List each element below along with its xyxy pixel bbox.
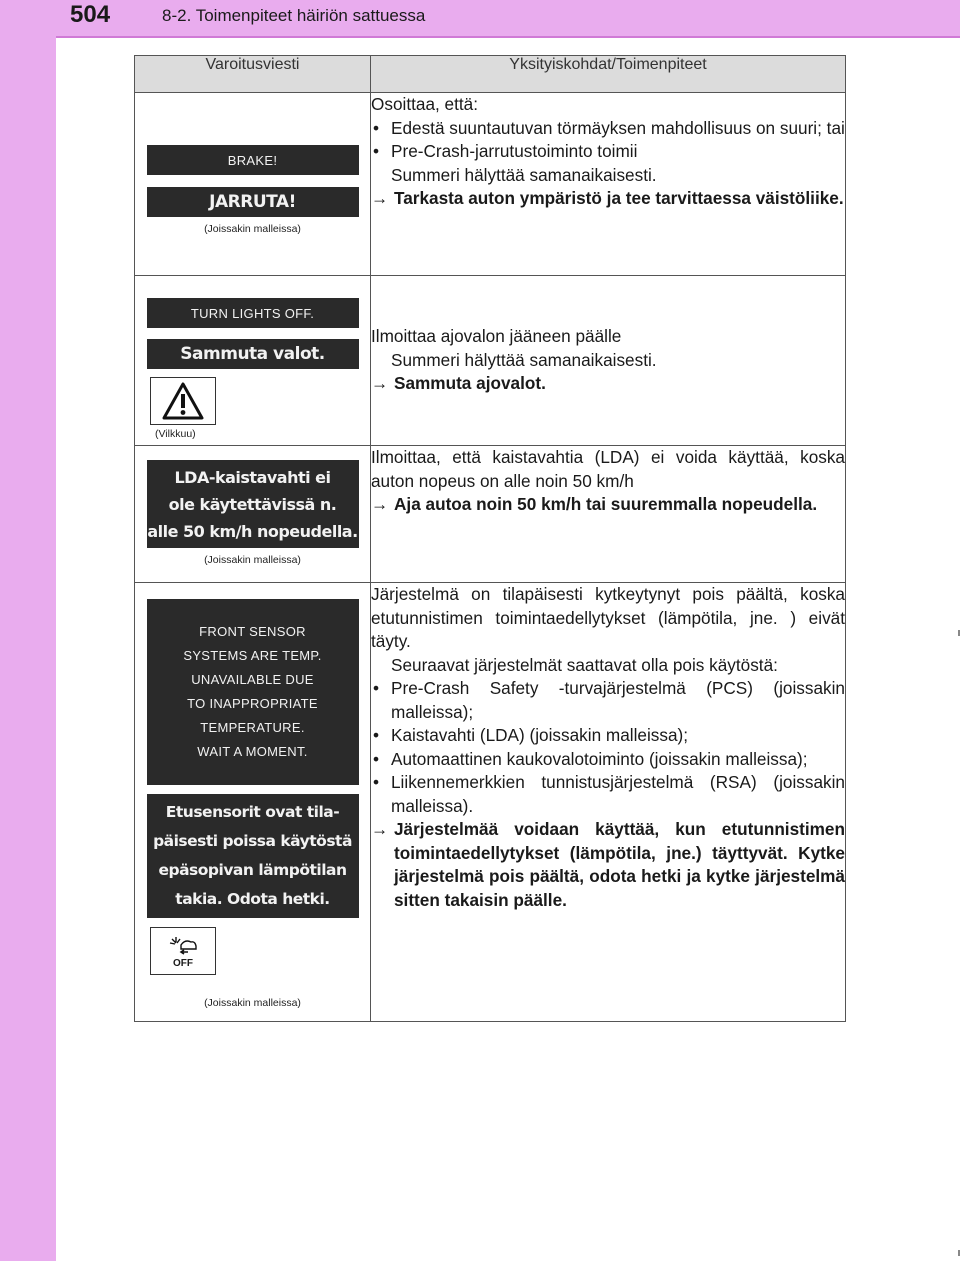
arrow-icon: → [371, 188, 389, 208]
sub-text: Summeri hälyttää samanaikaisesti. [391, 164, 657, 185]
page-number: 504 [70, 1, 111, 28]
bullet-item: • Liikennemerkkien tunnistusjärjestelmä (RSA) (joissakin malleissa). [371, 771, 845, 818]
arrow-icon: → [371, 373, 389, 394]
bullet-item: • Pre-Crash-jarrutustoiminto toimii [371, 140, 845, 164]
table-row [135, 583, 846, 1022]
header-rule [56, 36, 960, 38]
intro-text: Ilmoittaa ajovalon jääneen päälle [371, 326, 622, 347]
pcs-off-icon: OFF [150, 927, 216, 975]
arrow-icon: → [371, 819, 389, 839]
display-message-en: BRAKE! [147, 145, 359, 175]
warning-triangle-icon [150, 377, 216, 425]
header-band [0, 0, 960, 36]
section-title: 8-2. Toimenpiteet häiriön sattuessa [162, 6, 426, 25]
details-cell [371, 93, 846, 276]
column-header-details: Yksityiskohdat/Toimenpiteet [371, 56, 846, 93]
bullet-item: • Edestä suuntautuvan törmäyksen mahdollisuus on suuri; tai [371, 117, 845, 141]
sub-text: Summeri hälyttää samanaikaisesti. [391, 349, 657, 370]
warning-cell [135, 276, 371, 446]
blink-note: (Vilkkuu) [155, 428, 196, 440]
model-note: (Joissakin malleissa) [204, 997, 301, 1009]
action-text: → Aja autoa noin 50 km/h tai suuremmalla nopeudella. [371, 493, 845, 517]
model-note: (Joissakin malleissa) [204, 223, 301, 235]
display-message-fi: Etusensorit ovat tila- päisesti poissa käytöstä epäsopivan lämpötilan takia. Odota hetki. [147, 794, 359, 918]
warning-cell [135, 583, 371, 1022]
display-message-fi: LDA-kaistavahti ei ole käytettävissä n. alle 50 km/h nopeudella. [147, 460, 359, 548]
intro-text: Osoittaa, että: [371, 94, 479, 114]
warning-table [134, 55, 846, 1022]
arrow-icon: → [371, 494, 389, 514]
bullet-item: • Pre-Crash Safety -turvajärjestelmä (PCS) (joissakin malleissa); [371, 677, 845, 724]
display-message-fi: JARRUTA! [147, 187, 359, 217]
display-message-en: FRONT SENSOR SYSTEMS ARE TEMP. UNAVAILABLE DUE TO INAPPROPRIATE TEMPERATURE. WAIT A MOMENT. [147, 599, 359, 785]
table-row [135, 276, 846, 446]
details-cell [371, 276, 846, 446]
bullet-item: • Kaistavahti (LDA) (joissakin malleissa); [371, 724, 845, 748]
bullet-item: • Automaattinen kaukovalotoiminto (joissakin malleissa); [371, 748, 845, 772]
intro-text: Järjestelmä on tilapäisesti kytkeytynyt pois päältä, koska etutunnistimen toimintaedellytykset (lämpötila, jne. ) eivät täyty. [371, 584, 845, 651]
action-text: → Järjestelmää voidaan käyttää, kun etutunnistimen toimintaedellytykset (lämpötila, jne.) täyttyvät. Kytke järjestelmä pois päältä, odota hetki ja kytke järjestelmä sitten takaisin päälle. [371, 819, 845, 910]
display-message-fi: Sammuta valot. [147, 339, 359, 369]
action-text: → Sammuta ajovalot. [371, 372, 845, 396]
side-color-strip [0, 0, 56, 1261]
table-row [135, 93, 846, 276]
warning-cell [135, 93, 371, 276]
column-header-warning: Varoitusviesti [135, 56, 371, 93]
action-text: → Tarkasta auton ympäristö ja tee tarvittaessa väistöliike. [371, 187, 845, 211]
model-note: (Joissakin malleissa) [204, 554, 301, 566]
sub-text: Seuraavat järjestelmät saattavat olla pois käytöstä: [391, 654, 778, 675]
warning-cell [135, 446, 371, 583]
display-message-en: TURN LIGHTS OFF. [147, 298, 359, 328]
table-row [135, 446, 846, 583]
intro-text: Ilmoittaa, että kaistavahtia (LDA) ei voida käyttää, koska auton nopeus on alle noin 50 km/h [371, 447, 845, 491]
details-cell [371, 583, 846, 1022]
details-cell [371, 446, 846, 583]
